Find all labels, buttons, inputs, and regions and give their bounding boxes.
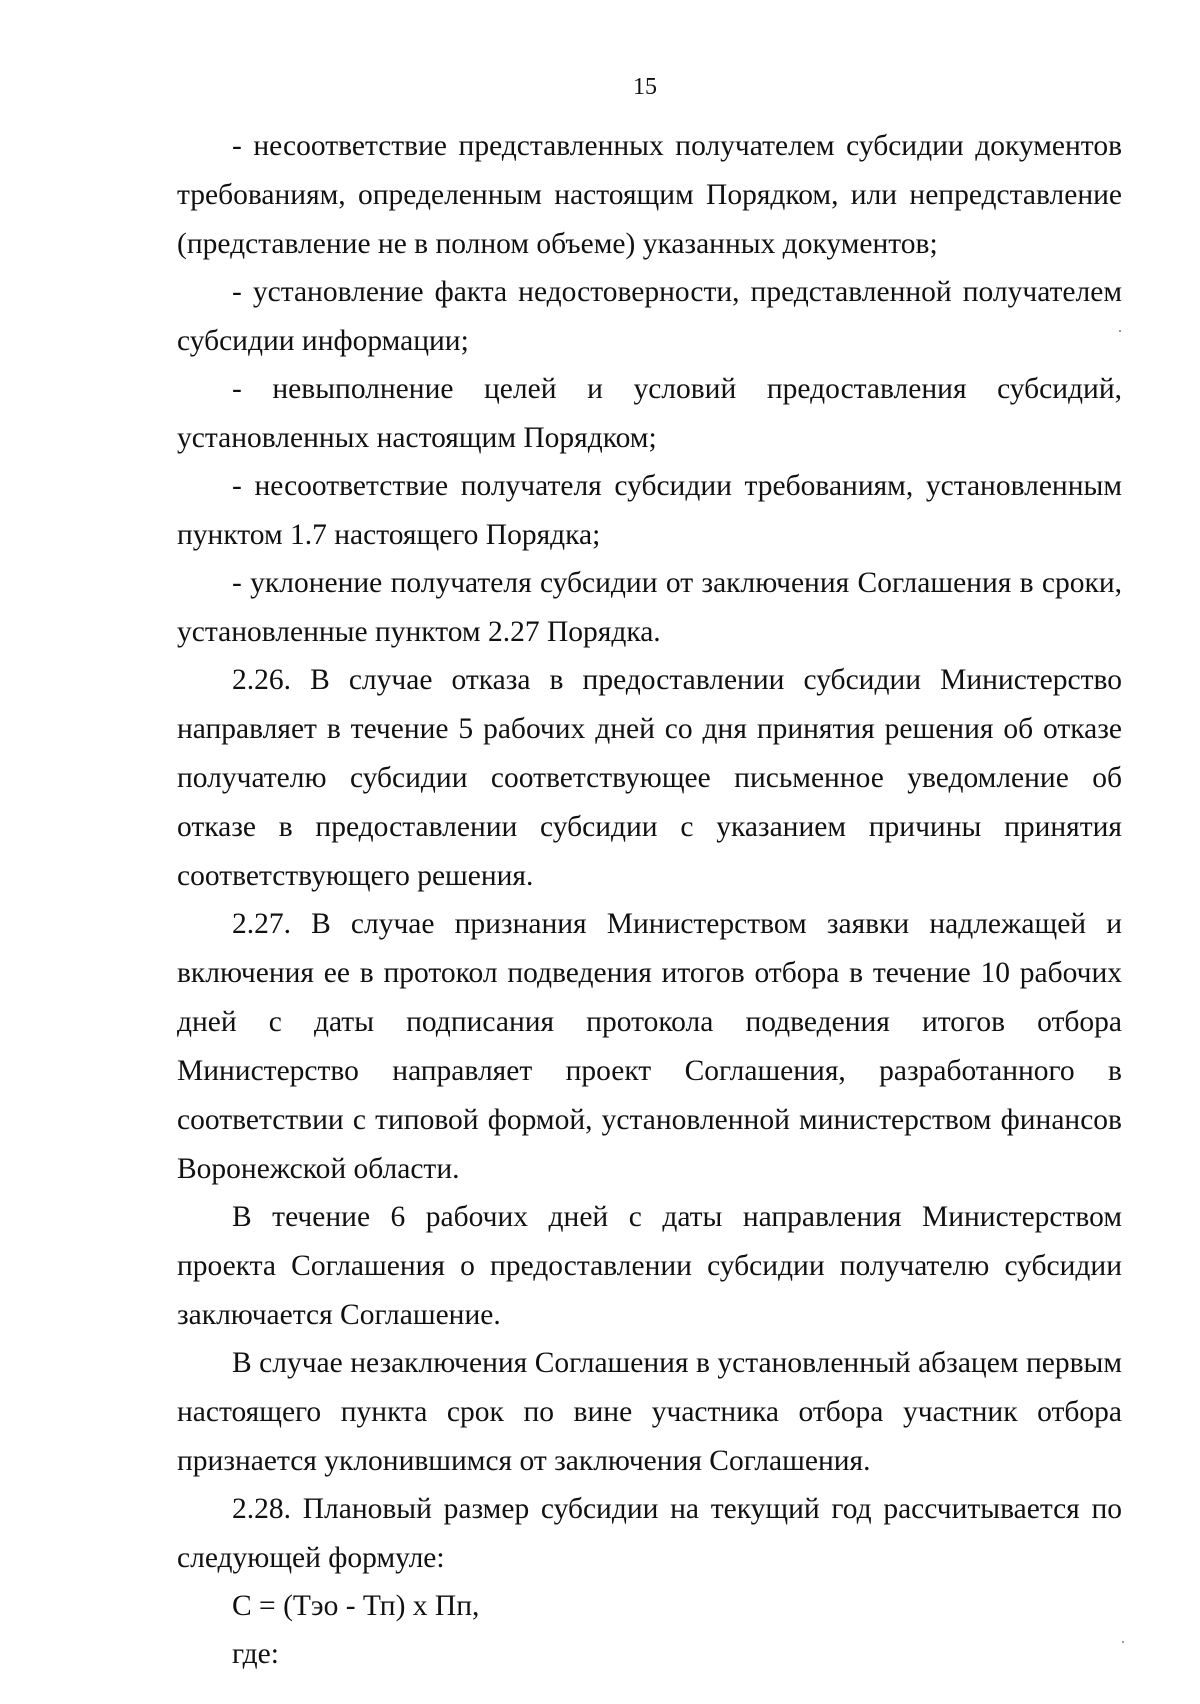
paragraph-false-information: - установление факта недостоверности, представленной получателем субсидии информации; xyxy=(177,276,1122,357)
paragraph-nonconformity-documents: - несоответствие представленных получателем субсидии документов требованиям, определенным настоящим Порядком, или непредставление (представление не в полном объеме) указанных документов; xyxy=(177,130,1122,260)
document-body xyxy=(177,122,1122,1678)
paragraph-non-conclusion: В случае незаключения Соглашения в установленный абзацем первым настоящего пункта срок по вине участника отбора участник отбора признается уклонившимся от заключения Соглашения. xyxy=(177,1347,1122,1477)
formula-where: где: xyxy=(232,1638,279,1670)
scan-speck-top xyxy=(1119,330,1121,332)
page-number: 15 xyxy=(633,74,657,100)
paragraph-2-28: 2.28. Плановый размер субсидии на текущий год рассчитывается по следующей формуле: xyxy=(177,1493,1122,1574)
paragraph-recipient-nonconformity: - несоответствие получателя субсидии требованиям, установленным пунктом 1.7 настоящего Порядка; xyxy=(177,470,1122,551)
paragraph-unfulfilled-conditions: - невыполнение целей и условий предоставления субсидий, установленных настоящим Порядком; xyxy=(177,373,1122,454)
paragraph-evasion-agreement: - уклонение получателя субсидии от заключения Соглашения в сроки, установленные пунктом 2.27 Порядка. xyxy=(177,567,1122,648)
formula: С = (Тэо - Тп) х Пп, xyxy=(232,1590,480,1622)
paragraph-agreement-term: В течение 6 рабочих дней с даты направления Министерством проекта Соглашения о предоставлении субсидии получателю субсидии заключается Соглашение. xyxy=(177,1201,1122,1331)
paragraph-2-26: 2.26. В случае отказа в предоставлении субсидии Министерство направляет в течение 5 рабочих дней со дня принятия решения об отказе получателю субсидии соответствующее письменное уведомление об отказе в предоставлении субсидии с указанием причины принятия соответствующего решения. xyxy=(177,664,1122,892)
scan-speck-bottom xyxy=(1122,1641,1124,1643)
paragraph-2-27: 2.27. В случае признания Министерством заявки надлежащей и включения ее в протокол подведения итогов отбора в течение 10 рабочих дней с даты подписания протокола подведения итогов отбора Министерство направляет проект Соглашения, разработанного в соответствии с типовой формой, установленной министерством финансов Воронежской области. xyxy=(177,908,1122,1185)
